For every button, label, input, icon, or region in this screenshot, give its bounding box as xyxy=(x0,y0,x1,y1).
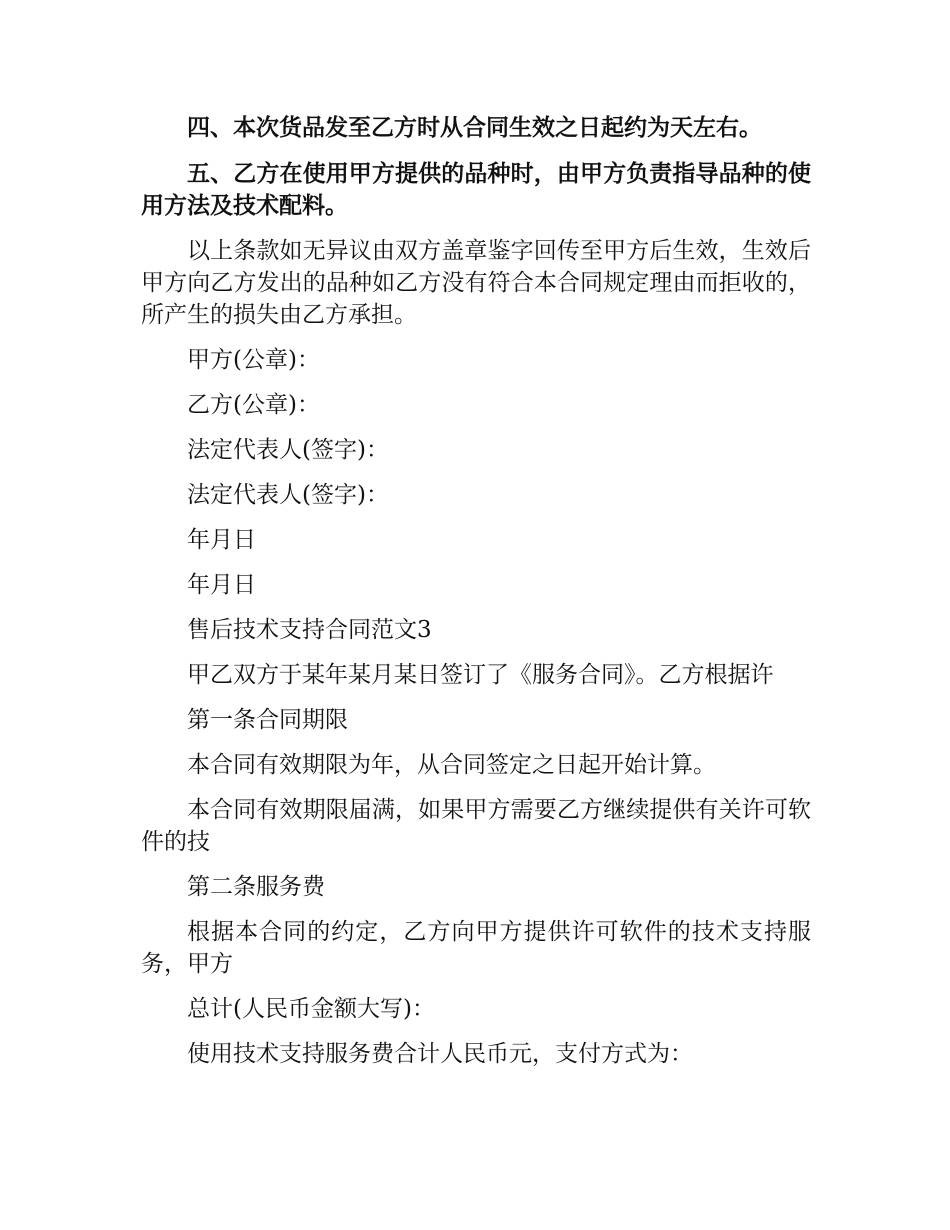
clause-four: 四、本次货品发至乙方时从合同生效之日起约为天左右。 xyxy=(187,115,762,141)
party-b-date-line: 年月日 xyxy=(187,572,256,598)
clause-five: 五、乙方在使用甲方提供的品种时，由甲方负责指导品种的使用方法及技术配料。 xyxy=(141,161,811,219)
term-renewal-paragraph: 本合同有效期限届满，如果甲方需要乙方继续提供有关许可软件的技 xyxy=(141,797,811,855)
party-b-seal-line: 乙方(公章)： xyxy=(187,392,320,418)
term-period-paragraph: 本合同有效期限为年，从合同签定之日起开始计算。 xyxy=(187,752,716,778)
article-two-heading: 第二条服务费 xyxy=(187,874,325,900)
document-body xyxy=(141,112,811,1070)
service-fee-paragraph: 根据本合同的约定，乙方向甲方提供许可软件的技术支持服务，甲方 xyxy=(141,919,811,977)
contract-intro-paragraph: 甲乙双方于某年某月某日签订了《服务合同》。乙方根据许 xyxy=(187,662,774,688)
payment-method-line: 使用技术支持服务费合计人民币元，支付方式为： xyxy=(187,1041,693,1067)
total-amount-line: 总计(人民币金额大写)： xyxy=(187,996,435,1022)
section-title: 售后技术支持合同范文3 xyxy=(187,617,432,643)
article-one-heading: 第一条合同期限 xyxy=(187,707,348,733)
party-b-representative-line: 法定代表人(签字)： xyxy=(187,482,389,508)
effective-terms-paragraph: 以上条款如无异议由双方盖章鉴字回传至甲方后生效，生效后甲方向乙方发出的品种如乙方没有符合本合同规定理由而拒收的，所产生的损失由乙方承担。 xyxy=(141,238,811,328)
party-a-seal-line: 甲方(公章)： xyxy=(187,347,320,373)
party-a-representative-line: 法定代表人(签字)： xyxy=(187,437,389,463)
party-a-date-line: 年月日 xyxy=(187,527,256,553)
